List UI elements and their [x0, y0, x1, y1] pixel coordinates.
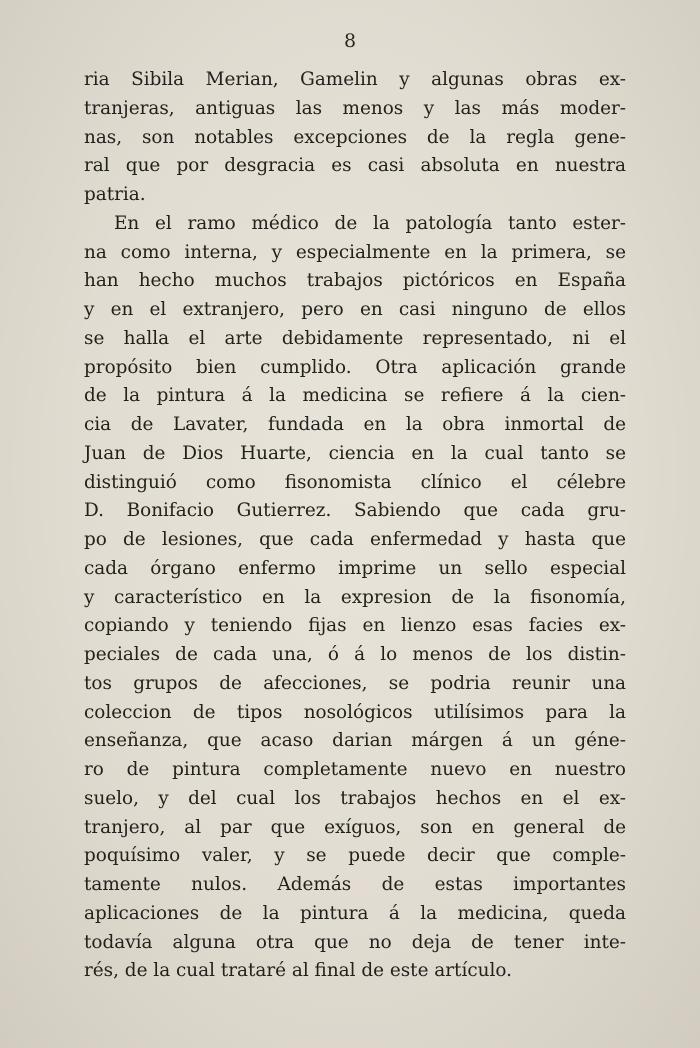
text-line: ria Sibila Merian, Gamelin y algunas obras ex- — [84, 69, 626, 90]
text-line: poquísimo valer, y se puede decir que comple- — [84, 845, 626, 867]
page-number: 8 — [343, 30, 357, 52]
text-line: po de lesiones, que cada enfermedad y hasta que — [84, 529, 626, 550]
text-line: y en el extranjero, pero en casi ninguno de ellos — [84, 299, 626, 320]
text-line: copiando y teniendo fijas en lienzo esas facies ex- — [84, 615, 626, 637]
text-line: tranjeras, antiguas las menos y las más moder- — [84, 97, 626, 119]
text-line: na como interna, y especialmente en la primera, se — [84, 241, 626, 263]
text-line: todavía alguna otra que no deja de tener inte- — [84, 931, 626, 953]
text-line: y característico en la expresion de la fisonomía, — [84, 586, 626, 608]
text-line: Juan de Dios Huarte, ciencia en la cual tanto se — [84, 442, 626, 464]
text-line: patria. — [84, 184, 146, 205]
text-line: aplicaciones de la pintura á la medicina, queda — [84, 902, 626, 924]
text-line: se halla el arte debidamente representado, ni el — [84, 327, 626, 349]
text-line: D. Bonifacio Gutierrez. Sabiendo que cada gru- — [84, 500, 626, 522]
text-line: En el ramo médico de la patología tanto ester- — [114, 212, 626, 234]
text-line: han hecho muchos trabajos pictóricos en España — [84, 270, 626, 292]
text-line: enseñanza, que acaso darian márgen á un géne- — [84, 730, 626, 752]
text-line: tamente nulos. Además de estas importantes — [84, 874, 626, 895]
text-line: de la pintura á la medicina se refiere á la cien- — [84, 385, 626, 407]
body-text — [84, 66, 626, 986]
text-line: suelo, y del cual los trabajos hechos en el ex- — [84, 787, 626, 809]
text-line: distinguió como fisonomista clínico el célebre — [84, 471, 626, 493]
text-line: ral que por desgracia es casi absoluta en nuestra — [84, 155, 626, 177]
text-line: cada órgano enfermo imprime un sello especial — [84, 557, 626, 579]
text-line: cia de Lavater, fundada en la obra inmortal de — [84, 414, 626, 435]
text-line: nas, son notables excepciones de la regla gene- — [84, 126, 626, 148]
text-line: rés, de la cual trataré al final de este artículo. — [84, 960, 512, 982]
text-line: coleccion de tipos nosológicos utilísimos para la — [84, 701, 626, 723]
text-line: tos grupos de afecciones, se podria reunir una — [84, 672, 626, 694]
text-line: tranjero, al par que exíguos, son en general de — [84, 816, 626, 838]
text-line: propósito bien cumplido. Otra aplicación grande — [84, 356, 626, 378]
text-line: ro de pintura completamente nuevo en nuestro — [84, 759, 626, 780]
text-line: peciales de cada una, ó á lo menos de los distin- — [84, 644, 626, 665]
